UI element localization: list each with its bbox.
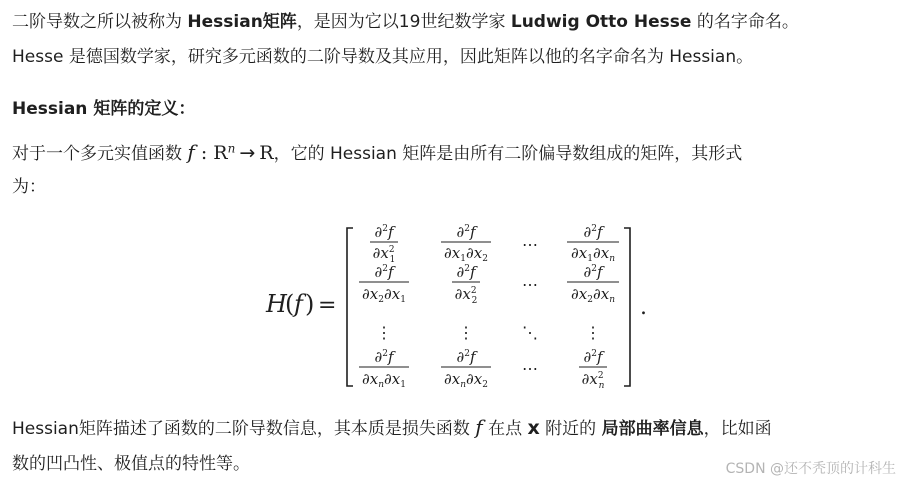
formula-H: H bbox=[266, 290, 287, 318]
svg-text:∂x1∂xn: $\partial x_1\partial x_n$ bbox=[571, 244, 615, 264]
svg-text:∂x1∂x2: $\partial x_1\partial x_2$ bbox=[444, 244, 488, 264]
local-curvature-term: 局部曲率信息 bbox=[601, 419, 704, 439]
intro-line-2: Hesse 是德国数学家，研究多元函数的二阶导数及其应用，因此矩阵以他的名字命名为 Hessian。 bbox=[12, 47, 754, 67]
svg-text:∂2f: ∂$^2$f bbox=[456, 223, 476, 241]
matrix-cell-2-2 bbox=[452, 263, 480, 306]
matrix-cell-4-1 bbox=[359, 348, 409, 390]
svg-text:∂xn∂x1: $\partial x_n\partial x_1$ bbox=[362, 370, 406, 390]
summary-text-a: Hessian矩阵描述了函数的二阶导数信息，其本质是损失函数 bbox=[12, 419, 476, 439]
matrix-cell-1-1 bbox=[370, 223, 398, 265]
matrix-cell-1-3: ⋯ bbox=[522, 235, 538, 254]
matrix-cell-2-4 bbox=[567, 263, 619, 305]
formula-f: f bbox=[294, 290, 303, 318]
matrix-left-bracket bbox=[347, 228, 353, 386]
svg-text:∂2f: ∂$^2$f bbox=[374, 263, 394, 281]
svg-text:∂2f: ∂$^2$f bbox=[456, 263, 476, 281]
svg-text:∂x2∂xn: $\partial x_2\partial x_n$ bbox=[571, 285, 615, 305]
hesse-name: Ludwig Otto Hesse bbox=[510, 12, 692, 32]
svg-text:∂2f: ∂$^2$f bbox=[374, 348, 394, 366]
matrix-cell-2-1 bbox=[359, 263, 409, 305]
summary-text-e: ，比如函 bbox=[703, 419, 772, 439]
matrix-cell-3-1: ⋮ bbox=[376, 323, 392, 342]
svg-text:∂x2∂x1: $\partial x_2\partial x_1$ bbox=[362, 285, 406, 305]
definition-line-2: 为： bbox=[12, 177, 46, 197]
matrix-cell-4-3: ⋯ bbox=[522, 359, 538, 378]
formula-period: . bbox=[640, 295, 647, 320]
definition-heading: Hessian 矩阵的定义： bbox=[12, 99, 196, 119]
matrix-cell-1-2 bbox=[441, 223, 491, 264]
def-text-a: 对于一个多元实值函数 bbox=[12, 144, 188, 164]
def-f: f bbox=[187, 140, 195, 164]
svg-text:∂x21: $\partial x^2$ 1 bbox=[372, 244, 396, 265]
svg-text:∂x2n: $\partial x^2$ n bbox=[581, 370, 605, 391]
formula-equals: = bbox=[318, 293, 337, 318]
intro-text-a: 二阶导数之所以被称为 bbox=[12, 12, 188, 32]
matrix-cell-3-3: ⋱ bbox=[522, 323, 538, 342]
matrix-cell-3-2: ⋮ bbox=[458, 323, 474, 342]
matrix-cell-4-2 bbox=[441, 348, 491, 390]
matrix-cell-2-3: ⋯ bbox=[522, 275, 538, 294]
summary-text-b: 在点 bbox=[482, 419, 528, 439]
svg-text:∂2f: ∂$^2$f bbox=[583, 223, 603, 241]
matrix-cell-1-4 bbox=[567, 223, 619, 264]
svg-text:∂2f: ∂$^2$f bbox=[583, 263, 603, 281]
matrix-right-bracket bbox=[624, 228, 630, 386]
svg-text:∂2f: ∂$^2$f bbox=[583, 348, 603, 366]
def-exponent-n: n bbox=[227, 141, 236, 156]
def-arrow: → bbox=[239, 142, 256, 164]
formula-lparen: ( bbox=[285, 290, 295, 318]
summary-point-x: x bbox=[527, 417, 540, 439]
matrix-cell-3-4: ⋮ bbox=[585, 323, 601, 342]
def-codomain-R: R bbox=[259, 142, 274, 164]
hessian-term: Hessian矩阵 bbox=[187, 12, 297, 32]
intro-text-e: 的名字命名。 bbox=[691, 12, 799, 32]
svg-text:∂xn∂x2: $\partial x_n\partial x_2$ bbox=[444, 370, 488, 390]
svg-text:∂2f: ∂$^2$f bbox=[456, 348, 476, 366]
svg-text:∂2f: ∂$^2$f bbox=[374, 223, 394, 241]
summary-text-c: 附近的 bbox=[539, 419, 602, 439]
def-domain-R: R bbox=[213, 142, 228, 164]
csdn-watermark: CSDN @还不秃顶的计科生 bbox=[725, 461, 896, 477]
matrix-cell-4-4 bbox=[579, 348, 607, 391]
summary-line-2: 数的凹凸性、极值点的特性等。 bbox=[12, 454, 250, 474]
intro-text-c: ，是因为它以19世纪数学家 bbox=[296, 12, 511, 32]
def-colon: : bbox=[194, 142, 214, 164]
summary-line-1 bbox=[12, 415, 772, 441]
formula-rparen: ) bbox=[305, 290, 315, 318]
summary-f: f bbox=[475, 415, 483, 439]
def-text-b: ，它的 Hessian 矩阵是由所有二阶偏导数组成的矩阵，其形式 bbox=[273, 144, 743, 164]
svg-text:∂x22: $\partial x^2$ 2 bbox=[454, 285, 478, 306]
